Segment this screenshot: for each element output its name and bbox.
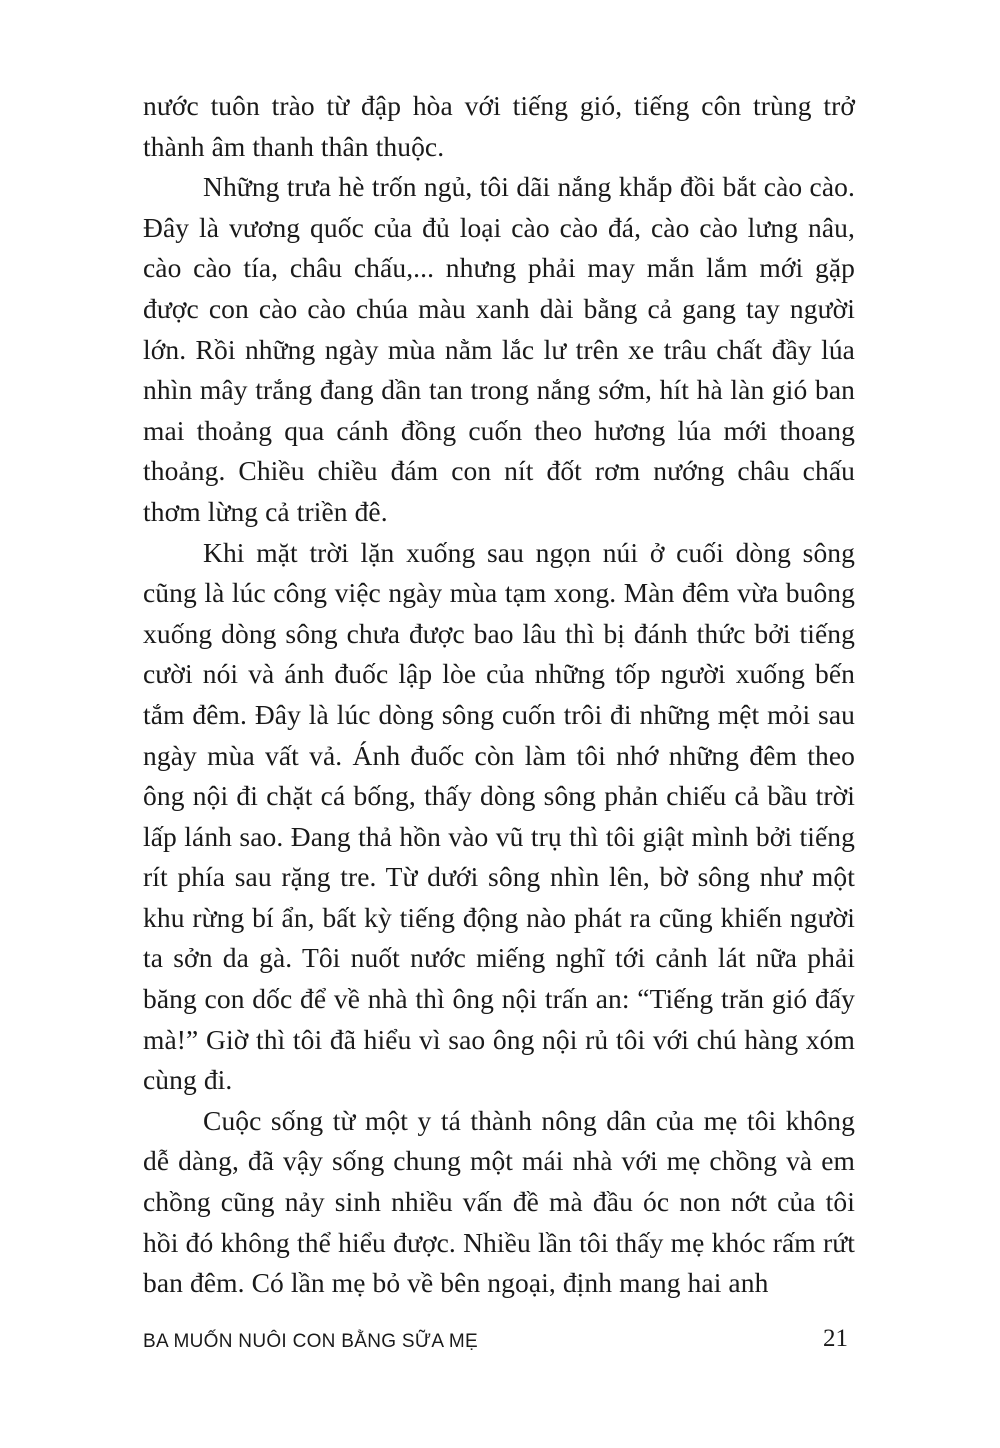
running-footer-title: BA MUỐN NUÔI CON BẰNG SỮA MẸ — [143, 1331, 479, 1352]
page-number: 21 — [823, 1325, 848, 1352]
body-text — [143, 86, 855, 1304]
paragraph-continuation: nước tuôn trào từ đập hòa với tiếng gió, tiếng côn trùng trở thành âm thanh thân thuộc. — [143, 90, 855, 162]
paragraph-mother: Cuộc sống từ một y tá thành nông dân của mẹ tôi không dễ dàng, đã vậy sống chung một mái nhà với mẹ chồng và em chồng cũng nảy sinh nhiều vấn đề mà đầu óc non nớt của tôi hồi đó không thể hiểu được. Nhiều lần tôi thấy mẹ khóc rấm rứt ban đêm. Có lần mẹ bỏ về bên ngoại, định mang hai anh — [143, 1104, 855, 1299]
paragraph-river-night: Khi mặt trời lặn xuống sau ngọn núi ở cuối dòng sông cũng là lúc công việc ngày mùa tạm xong. Màn đêm vừa buông xuống dòng sông chưa được bao lâu thì bị đánh thức bởi tiếng cười nói và ánh đuốc lập lòe của những tốp người xuống bến tắm đêm. Đây là lúc dòng sông cuốn trôi đi những mệt mỏi sau ngày mùa vất vả. Ánh đuốc còn làm tôi nhớ những đêm theo ông nội đi chặt cá bống, thấy dòng sông phản chiếu cả bầu trời lấp lánh sao. Đang thả hồn vào vũ trụ thì tôi giật mình bởi tiếng rít phía sau rặng tre. Từ dưới sông nhìn lên, bờ sông như một khu rừng bí ẩn, bất kỳ tiếng động nào phát ra cũng khiến người ta sởn da gà. Tôi nuốt nước miếng nghĩ tới cảnh lát nữa phải băng con dốc để về nhà thì ông nội trấn an: “Tiếng trăn gió đấy mà!” Giờ thì tôi đã hiểu vì sao ông nội rủ tôi với chú hàng xóm cùng đi. — [143, 536, 855, 1096]
paragraph-grasshoppers: Những trưa hè trốn ngủ, tôi dãi nắng khắp đồi bắt cào cào. Đây là vương quốc của đủ loại cào cào đá, cào cào lưng nâu, cào cào tía, châu chấu,... nhưng phải may mắn lắm mới gặp được con cào cào chúa màu xanh dài bằng cả gang tay người lớn. Rồi những ngày mùa nằm lắc lư trên xe trâu chất đầy lúa nhìn mây trắng đang dần tan trong nắng sớm, hít hà làn gió ban mai thoảng qua cánh đồng cuốn theo hương lúa mới thoang thoảng. Chiều chiều đám con nít đốt rơm nướng châu chấu thơm lừng cả triền đê. — [143, 171, 855, 527]
